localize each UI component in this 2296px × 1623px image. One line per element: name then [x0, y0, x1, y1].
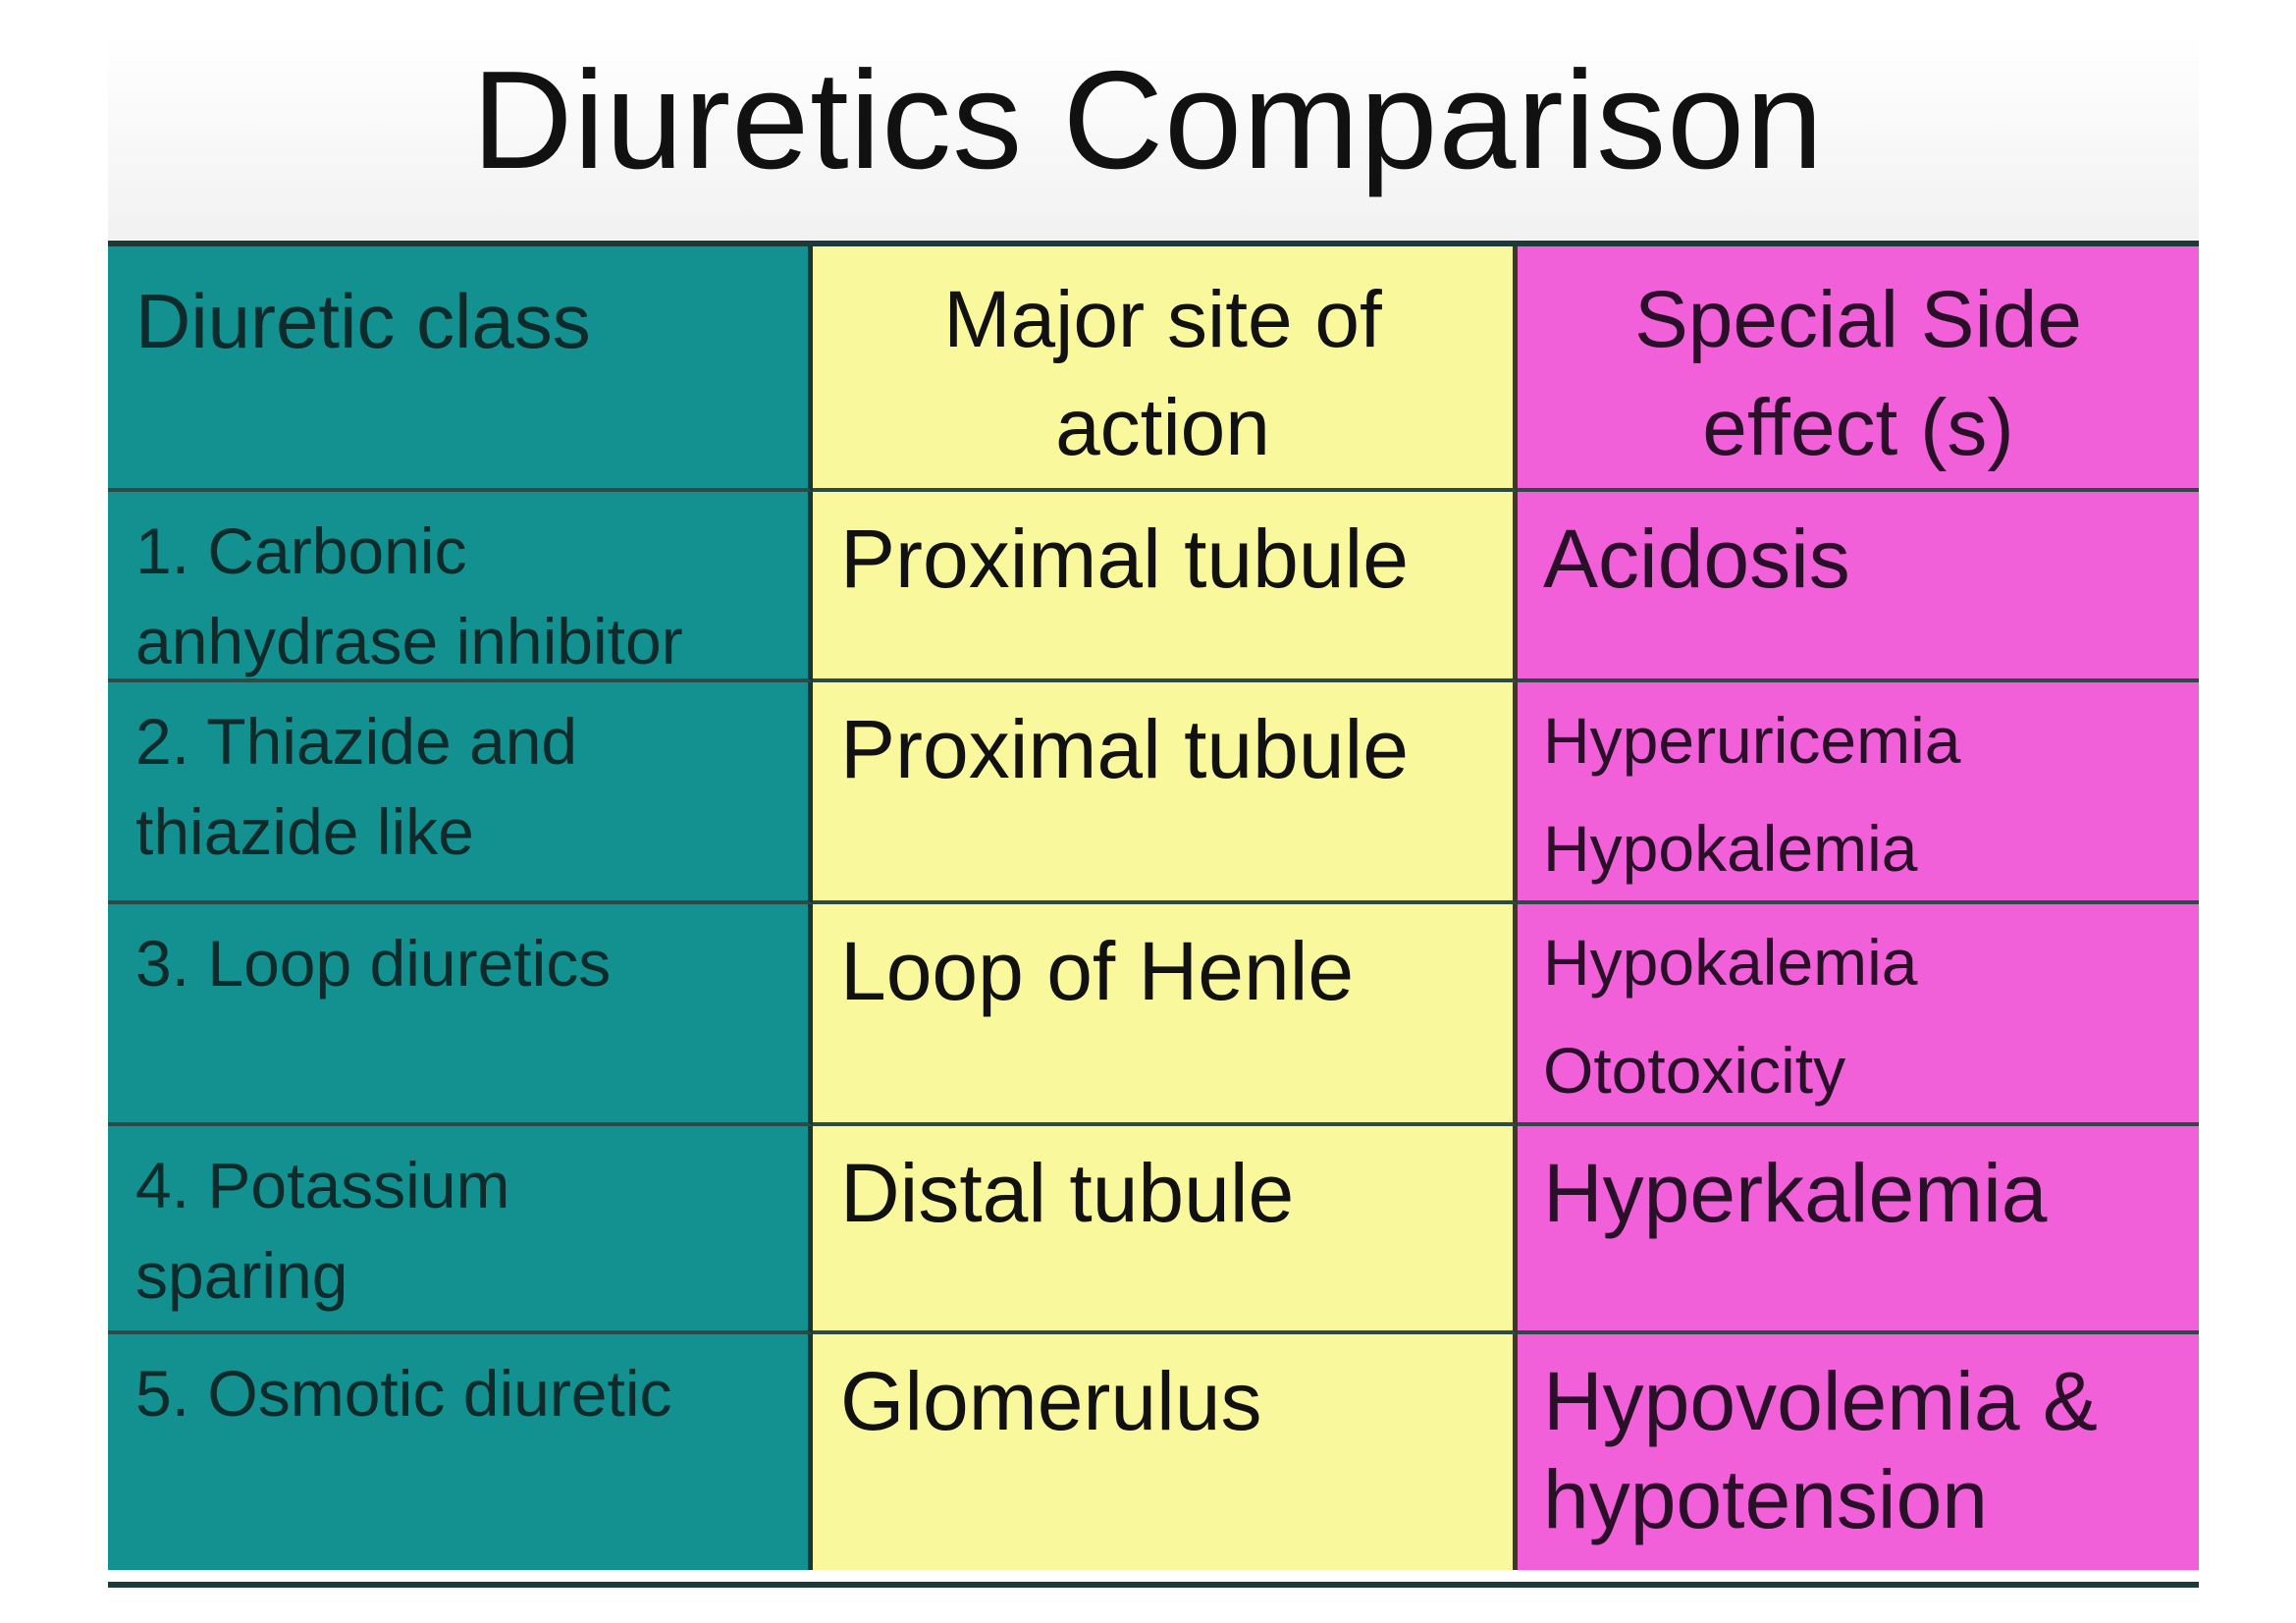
row1-class-line2: anhydrase inhibitor — [135, 605, 683, 677]
row4-site — [813, 1126, 1518, 1334]
row4-class-line1: 4. Potassium — [135, 1149, 510, 1221]
row3-class-line1: 3. Loop diuretics — [135, 927, 612, 1000]
row3-effect-1: Hypokalemia — [1543, 926, 1918, 999]
header-diuretic-class — [108, 246, 813, 492]
row2-effect-1: Hyperuricemia — [1543, 704, 1961, 777]
header-site-line1: Major site of — [943, 275, 1382, 364]
row1-class-line1: 1. Carbonic — [135, 514, 467, 587]
row3-class — [108, 904, 813, 1126]
row4-site-text: Distal tubule — [840, 1147, 1295, 1239]
row2-class-line2: thiazide like — [135, 795, 474, 868]
row2-effects — [1518, 682, 2199, 904]
row4-effects — [1518, 1126, 2199, 1334]
row3-effect-2: Ototoxicity — [1543, 1034, 1846, 1107]
row1-site-text: Proximal tubule — [840, 513, 1409, 605]
row5-effect-1: Hypovolemia & — [1543, 1355, 2098, 1447]
row5-effect-2: hypotension — [1543, 1453, 1989, 1545]
row3-effects — [1518, 904, 2199, 1126]
header-site-line2: action — [1055, 383, 1270, 472]
row2-effect-2: Hypokalemia — [1543, 812, 1918, 885]
row2-class — [108, 682, 813, 904]
page-title: Diuretics Comparison — [471, 42, 1825, 198]
row1-effect-1: Acidosis — [1543, 513, 1850, 605]
row5-class-line1: 5. Osmotic diuretic — [135, 1357, 672, 1430]
row1-class — [108, 492, 813, 682]
row4-class — [108, 1126, 813, 1334]
row1-site — [813, 492, 1518, 682]
header-site-of-action — [813, 246, 1518, 492]
row2-site — [813, 682, 1518, 904]
comparison-table — [108, 241, 2199, 1588]
header-side-line2: effect (s) — [1702, 383, 2014, 472]
row2-site-text: Proximal tubule — [840, 703, 1409, 795]
header-side-line1: Special Side — [1634, 275, 2082, 364]
row3-site-text: Loop of Henle — [840, 925, 1355, 1017]
row5-site-text: Glomerulus — [840, 1355, 1262, 1447]
row3-site — [813, 904, 1518, 1126]
row5-effects — [1518, 1334, 2199, 1570]
row2-class-line1: 2. Thiazide and — [135, 705, 578, 778]
row5-class — [108, 1334, 813, 1570]
row4-class-line2: sparing — [135, 1239, 348, 1312]
row4-effect-1: Hyperkalemia — [1543, 1147, 2048, 1239]
header-class-label: Diuretic class — [135, 278, 591, 364]
header-side-effects — [1518, 246, 2199, 492]
row5-site — [813, 1334, 1518, 1570]
row1-effects — [1518, 492, 2199, 682]
